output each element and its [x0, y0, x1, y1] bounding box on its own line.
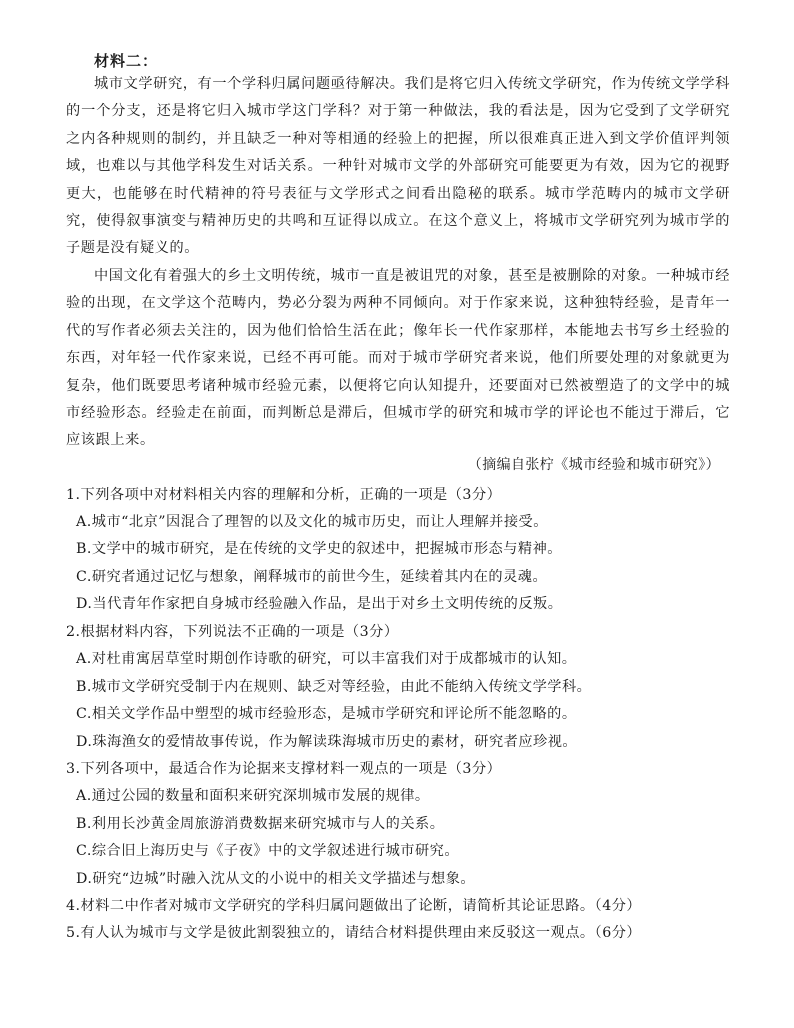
question-2-option-d: D.珠海渔女的爱情故事传说，作为解读珠海城市历史的素材，研究者应珍视。 [76, 734, 578, 750]
question-2-stem: 2.根据材料内容，下列说法不正确的一项是（3分） [66, 624, 399, 640]
source-citation: （摘编自张柠《城市经验和城市研究》） [467, 457, 720, 473]
question-3-option-b: B.利用长沙黄金周旅游消费数据来研究城市与人的关系。 [76, 816, 445, 832]
question-3-option-a: A.通过公园的数量和面积来研究深圳城市发展的规律。 [76, 788, 430, 804]
question-4-stem: 4.材料二中作者对城市文学研究的学科归属问题做出了论断，请简析其论证思路。（4分） [66, 898, 642, 914]
question-2-option-b: B.城市文学研究受制于内在规则、缺乏对等经验，由此不能纳入传统文学学科。 [76, 679, 592, 695]
question-3-stem: 3.下列各项中，最适合作为论据来支撑材料一观点的一项是（3分） [66, 761, 502, 777]
question-1-option-a: A.城市“北京”因混合了理智的以及文化的城市历史，而让人理解并接受。 [76, 514, 548, 530]
material-heading: 材料二： [94, 52, 159, 70]
question-2-option-c: C.相关文学作品中塑型的城市经验形态，是城市学研究和评论所不能忽略的。 [76, 706, 577, 722]
question-3-option-d: D.研究“边城”时融入沈从文的小说中的相关文学描述与想象。 [76, 871, 476, 887]
paragraph-1: 城市文学研究，有一个学科归属问题亟待解决。我们是将它归入传统文学研究，作为传统文学学科的一个分支，还是将它归入城市学这门学科？对于第一种做法，我的看法是，因为它受到了文学研究之内各种规则的制约，并且缺乏一种对等相通的经验上的把握，所以很难真正进入到文学价值评判领域，也难以与其他学科发生对话关系。一种针对城市文学的外部研究可能要更为有效，因为它的视野更大，也能够在时代精神的符号表征与文学形式之间看出隐秘的联系。城市学范畴内的城市文学研究，使得叙事演变与精神历史的共鸣和互证得以成立。在这个意义上，将城市文学研究列为城市学的子题是没有疑义的。 [66, 76, 730, 257]
question-1-option-b: B.文学中的城市研究，是在传统的文学史的叙述中，把握城市形态与精神。 [76, 541, 562, 557]
question-2-option-a: A.对杜甫寓居草堂时期创作诗歌的研究，可以丰富我们对于成都城市的认知。 [76, 651, 577, 667]
question-5-stem: 5.有人认为城市与文学是彼此割裂独立的，请结合材料提供理由来反驳这一观点。（6分） [66, 925, 642, 941]
question-1-option-c: C.研究者通过记忆与想象，阐释城市的前世今生，延续着其内在的灵魂。 [76, 569, 548, 585]
paragraph-2: 中国文化有着强大的乡土文明传统，城市一直是被诅咒的对象，甚至是被删除的对象。一种城市经验的出现，在文学这个范畴内，势必分裂为两种不同倾向。对于作家来说，这种独特经验，是青年一代的写作者必须去关注的，因为他们恰恰生活在此；像年长一代作家那样，本能地去书写乡土经验的东西，对年轻一代作家来说，已经不再可能。而对于城市学研究者来说，他们所要处理的对象就更为复杂，他们既要思考诸种城市经验元素，以便将它向认知提升，还要面对已然被塑造了的文学中的城市经验形态。经验走在前面，而判断总是滞后，但城市学的研究和城市学的评论也不能过于滞后，它应该跟上来。 [66, 268, 730, 449]
question-1-stem: 1.下列各项中对材料相关内容的理解和分析，正确的一项是（3分） [66, 487, 502, 503]
question-1-option-d: D.当代青年作家把自身城市经验融入作品，是出于对乡土文明传统的反叛。 [76, 596, 563, 612]
question-3-option-c: C.综合旧上海历史与《子夜》中的文学叙述进行城市研究。 [76, 843, 460, 859]
